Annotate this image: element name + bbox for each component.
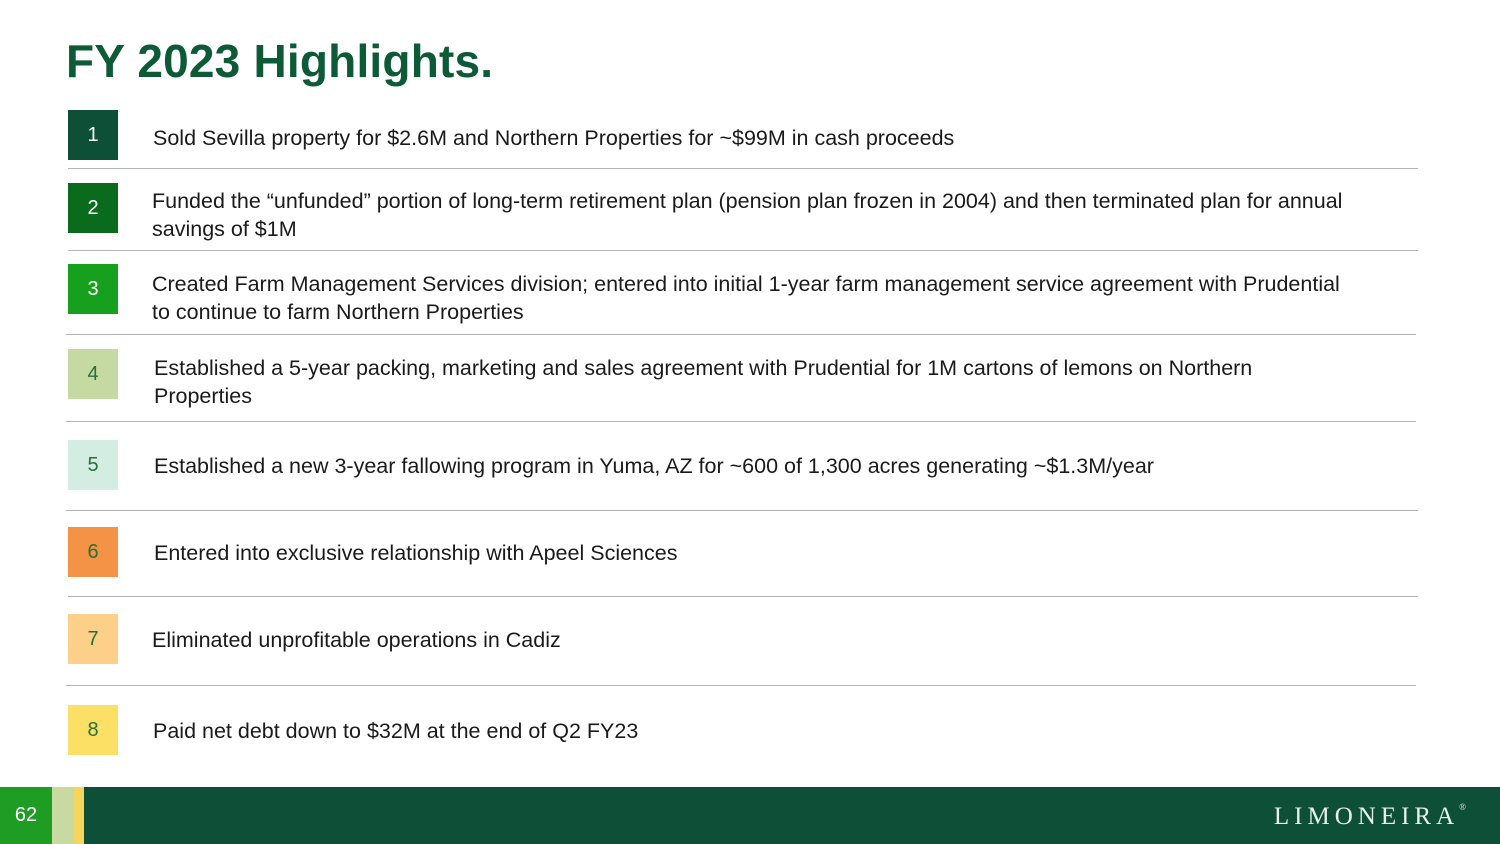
highlight-text-3: Created Farm Management Services division; entered into initial 1-year farm management service agreement with Prudential to continue to farm Northern Properties (152, 272, 1340, 324)
row-divider (68, 168, 1418, 169)
highlight-text-4: Established a 5-year packing, marketing and sales agreement with Prudential for 1M cartons of lemons on Northern Properties (154, 356, 1253, 408)
row-divider (68, 250, 1418, 251)
footer-bar (0, 787, 1500, 844)
highlight-text-6: Entered into exclusive relationship with Apeel Sciences (154, 541, 678, 565)
footer-stripe-yellow (74, 787, 84, 844)
registered-mark: ® (1459, 802, 1466, 812)
number-badge-1: 1 (68, 110, 118, 160)
page-number: 62 (0, 787, 52, 844)
number-badge-7: 7 (68, 614, 118, 664)
highlight-text-8: Paid net debt down to $32M at the end of Q2 FY23 (153, 719, 639, 743)
row-divider (66, 685, 1416, 686)
number-badge-3: 3 (68, 264, 118, 314)
slide-title: FY 2023 Highlights. (66, 35, 494, 87)
highlight-text-7: Eliminated unprofitable operations in Cadiz (152, 628, 561, 652)
number-badge-5: 5 (68, 440, 118, 490)
footer-stripe-green (52, 787, 74, 844)
row-divider (66, 421, 1416, 422)
limoneira-logo (1274, 802, 1466, 831)
highlight-text-2: Funded the “unfunded” portion of long-term retirement plan (pension plan frozen in 2004) and then terminated plan for annual savings of $1M (152, 189, 1343, 241)
row-divider (66, 510, 1418, 511)
number-badge-8: 8 (68, 705, 118, 755)
row-divider (68, 596, 1418, 597)
row-divider (66, 334, 1416, 335)
number-badge-4: 4 (68, 349, 118, 399)
number-badge-2: 2 (68, 183, 118, 233)
highlight-text-1: Sold Sevilla property for $2.6M and Northern Properties for ~$99M in cash proceeds (153, 126, 955, 150)
highlight-text-5: Established a new 3-year fallowing program in Yuma, AZ for ~600 of 1,300 acres generating ~$1.3M/year (154, 454, 1154, 478)
number-badge-6: 6 (68, 527, 118, 577)
logo-text: LIMONEIRA (1273, 803, 1460, 830)
